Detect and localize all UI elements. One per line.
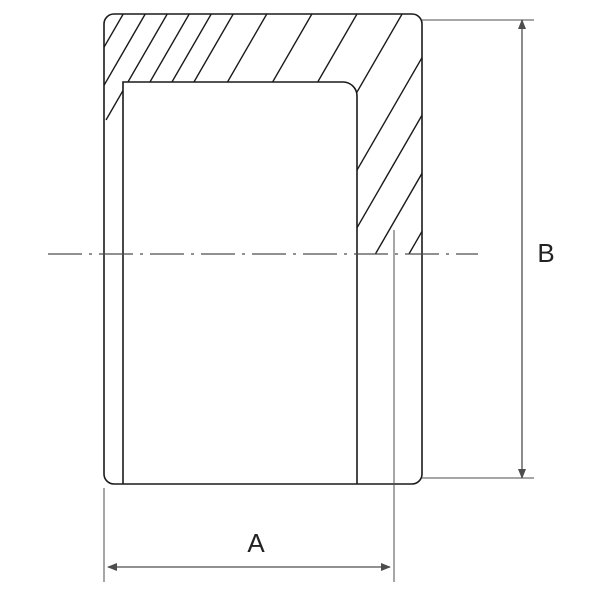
dimension-label-a: A (247, 528, 265, 558)
dimension-label-b: B (537, 238, 555, 268)
part-outer-outline (104, 14, 422, 484)
section-hatching (40, 0, 600, 560)
part-inner-bore-outline (123, 82, 357, 484)
